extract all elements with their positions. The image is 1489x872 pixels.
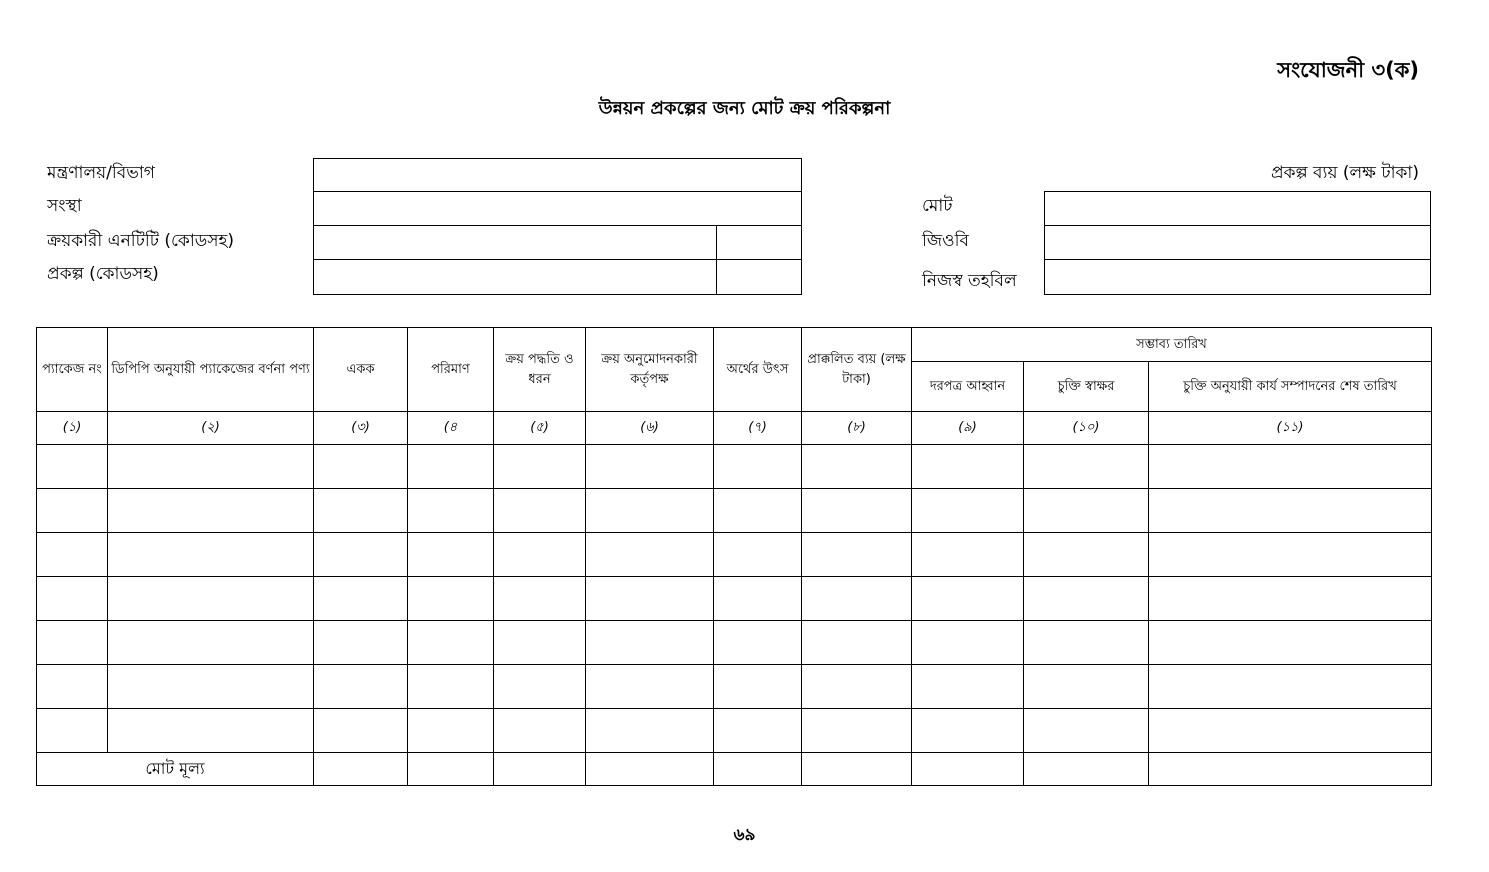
- table-cell[interactable]: [912, 445, 1024, 489]
- table-cell[interactable]: [714, 665, 802, 709]
- table-cell[interactable]: [586, 445, 714, 489]
- table-cell[interactable]: [494, 445, 586, 489]
- table-cell[interactable]: [408, 445, 494, 489]
- table-row: [37, 577, 1432, 621]
- table-cell[interactable]: [494, 621, 586, 665]
- table-cell[interactable]: [586, 621, 714, 665]
- total-value-label: মোট মূল্য: [37, 753, 314, 786]
- project-label: প্রকল্প (কোডসহ): [47, 264, 159, 284]
- table-cell[interactable]: [494, 489, 586, 533]
- col-number: (১১): [1149, 412, 1432, 445]
- entity-code-field[interactable]: [716, 225, 802, 260]
- own-fund-field[interactable]: [1044, 259, 1431, 295]
- table-cell[interactable]: [37, 709, 108, 753]
- table-cell[interactable]: [802, 665, 912, 709]
- table-cell[interactable]: [802, 533, 912, 577]
- table-cell[interactable]: [912, 665, 1024, 709]
- table-row: [37, 665, 1432, 709]
- table-cell[interactable]: [1024, 753, 1149, 786]
- table-cell[interactable]: [408, 533, 494, 577]
- table-cell[interactable]: [408, 577, 494, 621]
- table-cell[interactable]: [314, 533, 408, 577]
- table-cell[interactable]: [408, 709, 494, 753]
- project-field[interactable]: [313, 259, 717, 295]
- table-cell[interactable]: [37, 577, 108, 621]
- col-number: (২): [108, 412, 314, 445]
- table-cell[interactable]: [1149, 577, 1432, 621]
- table-cell[interactable]: [1024, 577, 1149, 621]
- gob-field[interactable]: [1044, 225, 1431, 260]
- col-number: (১): [37, 412, 108, 445]
- own-fund-label: নিজস্ব তহবিল: [922, 271, 1017, 291]
- table-cell[interactable]: [37, 445, 108, 489]
- col-number: (৫): [494, 412, 586, 445]
- ministry-field[interactable]: [313, 158, 802, 192]
- table-row: [37, 533, 1432, 577]
- table-cell[interactable]: [802, 753, 912, 786]
- col-number: (১০): [1024, 412, 1149, 445]
- table-cell[interactable]: [586, 709, 714, 753]
- col-header-fund-source: অর্থের উৎস: [714, 328, 802, 412]
- table-cell[interactable]: [408, 621, 494, 665]
- table-row: [37, 709, 1432, 753]
- table-cell[interactable]: [37, 533, 108, 577]
- table-cell[interactable]: [912, 709, 1024, 753]
- table-cell[interactable]: [1024, 445, 1149, 489]
- col-header-approving-authority: ক্রয় অনুমোদনকারী কর্তৃপক্ষ: [586, 328, 714, 412]
- table-cell[interactable]: [802, 621, 912, 665]
- col-number: (৭): [714, 412, 802, 445]
- table-cell[interactable]: [314, 621, 408, 665]
- table-cell[interactable]: [314, 753, 408, 786]
- table-cell[interactable]: [1024, 665, 1149, 709]
- table-cell[interactable]: [912, 753, 1024, 786]
- col-number: (৩): [314, 412, 408, 445]
- table-cell[interactable]: [714, 489, 802, 533]
- cost-heading: প্রকল্প ব্যয় (লক্ষ টাকা): [1270, 163, 1419, 183]
- col-header-probable-dates: সম্ভাব্য তারিখ: [912, 328, 1432, 362]
- table-cell[interactable]: [408, 665, 494, 709]
- table-cell[interactable]: [714, 621, 802, 665]
- table-cell[interactable]: [37, 489, 108, 533]
- table-cell[interactable]: [802, 577, 912, 621]
- table-cell[interactable]: [494, 753, 586, 786]
- table-cell[interactable]: [586, 533, 714, 577]
- table-cell[interactable]: [586, 577, 714, 621]
- table-cell[interactable]: [1149, 445, 1432, 489]
- table-cell[interactable]: [714, 533, 802, 577]
- table-cell[interactable]: [714, 577, 802, 621]
- col-header-tender-invite: দরপত্র আহ্বান: [912, 362, 1024, 412]
- annex-label: সংযোজনী ৩(ক): [1277, 58, 1419, 82]
- col-number: (৮): [802, 412, 912, 445]
- table-cell[interactable]: [714, 753, 802, 786]
- table-cell[interactable]: [408, 753, 494, 786]
- agency-field[interactable]: [313, 191, 802, 226]
- table-row: [37, 489, 1432, 533]
- gob-label: জিওবি: [922, 231, 969, 251]
- table-cell[interactable]: [108, 445, 314, 489]
- table-cell[interactable]: [1149, 709, 1432, 753]
- table-cell[interactable]: [37, 665, 108, 709]
- table-row: [37, 445, 1432, 489]
- table-cell[interactable]: [494, 533, 586, 577]
- table-cell[interactable]: [494, 709, 586, 753]
- ministry-label: মন্ত্রণালয়/বিভাগ: [47, 163, 155, 183]
- col-header-estimated-cost: প্রাক্কলিত ব্যয় (লক্ষ টাকা): [802, 328, 912, 412]
- table-cell[interactable]: [912, 577, 1024, 621]
- col-header-method: ক্রয় পদ্ধতি ও ধরন: [494, 328, 586, 412]
- total-row: [37, 753, 1432, 786]
- col-header-contract-sign: চুক্তি স্বাক্ষর: [1024, 362, 1149, 412]
- table-cell[interactable]: [494, 665, 586, 709]
- table-cell[interactable]: [1024, 621, 1149, 665]
- column-number-row: [37, 412, 1432, 445]
- project-code-field[interactable]: [716, 259, 802, 295]
- col-header-description: ডিপিপি অনুযায়ী প্যাকেজের বর্ণনা পণ্য: [108, 328, 314, 412]
- col-number: (৪: [408, 412, 494, 445]
- entity-label: ক্রয়কারী এনটিটি (কোডসহ): [47, 231, 235, 251]
- agency-label: সংস্থা: [47, 196, 82, 216]
- entity-field[interactable]: [313, 225, 717, 260]
- table-cell[interactable]: [314, 489, 408, 533]
- col-number: (৬): [586, 412, 714, 445]
- table-cell[interactable]: [108, 665, 314, 709]
- col-header-package-no: প্যাকেজ নং: [37, 328, 108, 412]
- table-cell[interactable]: [37, 621, 108, 665]
- table-cell[interactable]: [314, 577, 408, 621]
- table-cell[interactable]: [714, 709, 802, 753]
- table-cell[interactable]: [802, 445, 912, 489]
- table-cell[interactable]: [494, 577, 586, 621]
- table-cell[interactable]: [314, 709, 408, 753]
- table-row: [37, 621, 1432, 665]
- col-header-unit: একক: [314, 328, 408, 412]
- table-cell[interactable]: [108, 533, 314, 577]
- col-header-quantity: পরিমাণ: [408, 328, 494, 412]
- table-cell[interactable]: [314, 665, 408, 709]
- total-cost-field[interactable]: [1044, 191, 1431, 226]
- table-cell[interactable]: [1024, 533, 1149, 577]
- table-cell[interactable]: [1149, 533, 1432, 577]
- table-cell[interactable]: [912, 621, 1024, 665]
- table-cell[interactable]: [314, 445, 408, 489]
- table-cell[interactable]: [1149, 753, 1432, 786]
- col-header-completion-date: চুক্তি অনুযায়ী কার্য সম্পাদনের শেষ তারিখ: [1149, 362, 1432, 412]
- procurement-plan-table: [36, 327, 1432, 786]
- table-cell[interactable]: [912, 533, 1024, 577]
- table-cell[interactable]: [108, 621, 314, 665]
- page-number: ৬৯: [733, 825, 756, 845]
- table-cell[interactable]: [586, 489, 714, 533]
- table-cell[interactable]: [802, 489, 912, 533]
- table-cell[interactable]: [802, 709, 912, 753]
- table-cell[interactable]: [108, 577, 314, 621]
- table-cell[interactable]: [408, 489, 494, 533]
- page-title: উন্নয়ন প্রকল্পের জন্য মোট ক্রয় পরিকল্পনা: [598, 98, 891, 119]
- total-cost-label: মোট: [922, 196, 953, 216]
- table-cell[interactable]: [586, 665, 714, 709]
- table-cell[interactable]: [912, 489, 1024, 533]
- table-cell[interactable]: [108, 709, 314, 753]
- table-cell[interactable]: [1149, 665, 1432, 709]
- table-cell[interactable]: [586, 753, 714, 786]
- table-cell[interactable]: [1149, 621, 1432, 665]
- table-cell[interactable]: [108, 489, 314, 533]
- col-number: (৯): [912, 412, 1024, 445]
- table-cell[interactable]: [1024, 709, 1149, 753]
- table-cell[interactable]: [714, 445, 802, 489]
- table-cell[interactable]: [1024, 489, 1149, 533]
- table-cell[interactable]: [1149, 489, 1432, 533]
